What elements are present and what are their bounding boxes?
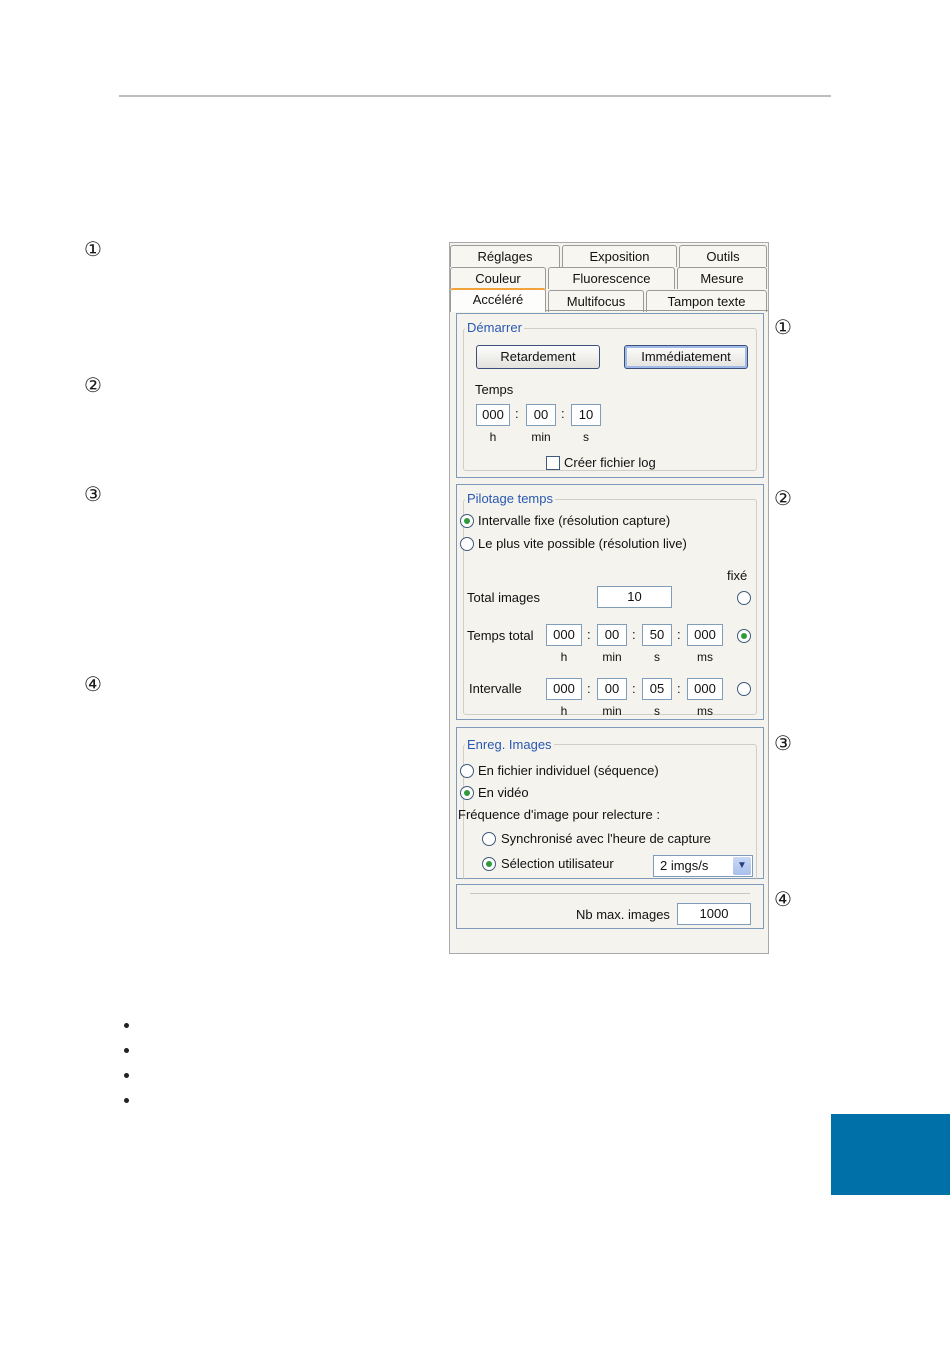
interval-hours-field[interactable]: 000 xyxy=(546,678,582,700)
total-images-label: Total images xyxy=(467,590,540,605)
time-separator: : xyxy=(677,681,681,696)
group-title-enreg: Enreg. Images xyxy=(467,737,552,752)
tab-fluorescence[interactable]: Fluorescence xyxy=(548,267,675,289)
time-separator: : xyxy=(632,627,636,642)
callout-4: ④ xyxy=(774,887,792,911)
group-title-pilotage: Pilotage temps xyxy=(467,491,553,506)
chapter-tab-marker xyxy=(831,1114,950,1195)
radio-individual-file[interactable] xyxy=(460,764,474,778)
tab-exposition[interactable]: Exposition xyxy=(562,245,677,267)
tab-couleur[interactable]: Couleur xyxy=(450,267,546,289)
total-time-seconds-field[interactable]: 50 xyxy=(642,624,672,646)
margin-number-3: ③ xyxy=(84,482,102,506)
log-file-label: Créer fichier log xyxy=(564,455,656,470)
radio-fix-interval[interactable] xyxy=(737,682,751,696)
margin-number-2: ② xyxy=(84,373,102,397)
unit-h: h xyxy=(560,650,568,664)
immediate-button[interactable]: Immédiatement xyxy=(624,345,748,369)
radio-fix-total-images[interactable] xyxy=(737,591,751,605)
log-file-checkbox[interactable] xyxy=(546,456,560,470)
bullet-point xyxy=(124,1023,129,1028)
temps-label: Temps xyxy=(475,382,514,397)
margin-number-4: ④ xyxy=(84,672,102,696)
fixed-column-header: fixé xyxy=(727,568,748,583)
unit-h: h xyxy=(489,430,497,444)
tab-multifocus[interactable]: Multifocus xyxy=(548,290,644,312)
callout-2: ② xyxy=(774,486,792,510)
individual-file-label: En fichier individuel (séquence) xyxy=(478,763,659,778)
radio-user-selection[interactable] xyxy=(482,857,496,871)
bullet-point xyxy=(124,1073,129,1078)
tab-accelere[interactable]: Accéléré xyxy=(450,288,546,312)
unit-min: min xyxy=(602,650,622,664)
total-images-field[interactable]: 10 xyxy=(597,586,672,608)
radio-sync-capture[interactable] xyxy=(482,832,496,846)
time-separator: : xyxy=(587,627,591,642)
radio-video[interactable] xyxy=(460,786,474,800)
unit-min: min xyxy=(531,430,551,444)
unit-ms: ms xyxy=(697,704,713,718)
group-max-divider xyxy=(470,893,750,894)
time-separator: : xyxy=(677,627,681,642)
header-rule xyxy=(119,95,831,97)
start-hours-field[interactable]: 000 xyxy=(476,404,510,426)
time-separator: : xyxy=(587,681,591,696)
delay-button[interactable]: Retardement xyxy=(476,345,600,369)
interval-ms-field[interactable]: 000 xyxy=(687,678,723,700)
interval-seconds-field[interactable]: 05 xyxy=(642,678,672,700)
tab-mesure[interactable]: Mesure xyxy=(677,267,767,289)
chevron-down-icon[interactable]: ▼ xyxy=(733,857,751,875)
total-time-ms-field[interactable]: 000 xyxy=(687,624,723,646)
unit-h: h xyxy=(560,704,568,718)
interval-minutes-field[interactable]: 00 xyxy=(597,678,627,700)
callout-3: ③ xyxy=(774,731,792,755)
callout-1: ① xyxy=(774,315,792,339)
fastest-label: Le plus vite possible (résolution live) xyxy=(478,536,687,551)
fixed-interval-label: Intervalle fixe (résolution capture) xyxy=(478,513,671,528)
interval-label: Intervalle xyxy=(469,681,522,696)
fps-dropdown[interactable] xyxy=(653,855,753,877)
max-images-label: Nb max. images xyxy=(576,907,670,922)
tab-baseline xyxy=(546,310,769,311)
time-separator: : xyxy=(515,406,519,421)
start-seconds-field[interactable]: 10 xyxy=(571,404,601,426)
radio-fix-total-time[interactable] xyxy=(737,629,751,643)
time-separator: : xyxy=(561,406,565,421)
radio-fixed-interval[interactable] xyxy=(460,514,474,528)
time-separator: : xyxy=(632,681,636,696)
total-time-minutes-field[interactable]: 00 xyxy=(597,624,627,646)
unit-s: s xyxy=(654,650,660,664)
tab-reglages[interactable]: Réglages xyxy=(450,245,560,267)
bullet-point xyxy=(124,1048,129,1053)
tab-tampon-texte[interactable]: Tampon texte xyxy=(646,290,767,312)
user-selection-label: Sélection utilisateur xyxy=(501,856,614,871)
start-minutes-field[interactable]: 00 xyxy=(526,404,556,426)
group-title-demarrer: Démarrer xyxy=(467,320,522,335)
bullet-point xyxy=(124,1098,129,1103)
video-label: En vidéo xyxy=(478,785,529,800)
unit-s: s xyxy=(654,704,660,718)
max-images-field[interactable]: 1000 xyxy=(677,903,751,925)
unit-ms: ms xyxy=(697,650,713,664)
sync-capture-label: Synchronisé avec l'heure de capture xyxy=(501,831,711,846)
fps-dropdown-value: 2 imgs/s xyxy=(660,858,709,873)
margin-number-1: ① xyxy=(84,237,102,261)
tab-outils[interactable]: Outils xyxy=(679,245,767,267)
unit-min: min xyxy=(602,704,622,718)
total-time-hours-field[interactable]: 000 xyxy=(546,624,582,646)
unit-s: s xyxy=(583,430,589,444)
radio-fastest[interactable] xyxy=(460,537,474,551)
total-time-label: Temps total xyxy=(467,628,534,643)
playback-frequency-label: Fréquence d'image pour relecture : xyxy=(458,807,660,822)
